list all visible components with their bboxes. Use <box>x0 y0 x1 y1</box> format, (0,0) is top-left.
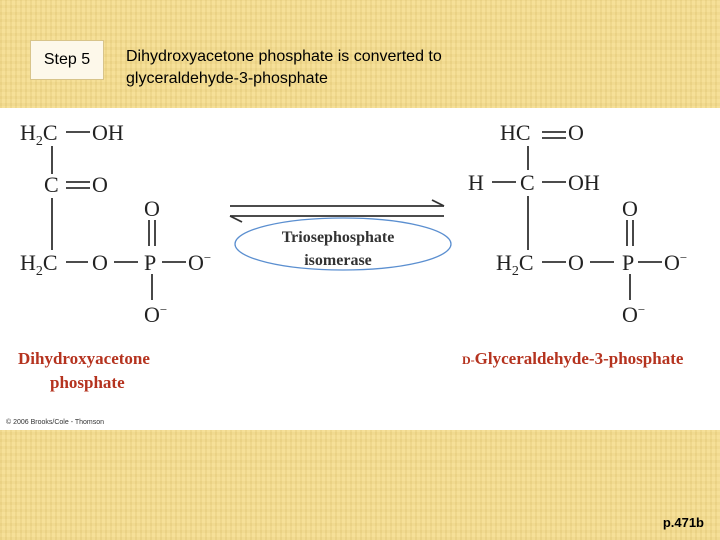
atom-o-aldehyde: O <box>568 120 584 145</box>
atom-o-top-right: O <box>622 196 638 221</box>
atom-o-ester-right: O <box>568 250 584 275</box>
atom-o-minus-right-left: O− <box>188 250 212 275</box>
atom-o-minus-bottom-left: O− <box>144 302 168 327</box>
atom-oh-left: OH <box>92 120 124 145</box>
atom-o-top-left: O <box>144 196 160 221</box>
reaction-figure <box>0 108 720 430</box>
enzyme-name-line-1: Triosephosphate <box>281 229 395 246</box>
page-reference: p.471b <box>662 515 704 530</box>
title-line-1: Dihydroxyacetone phosphate is converted to <box>126 48 442 65</box>
atom-p-left: P <box>144 250 157 275</box>
atom-c-carbonyl: C <box>44 172 59 197</box>
atom-o-minus-bottom-right: O− <box>622 302 646 327</box>
title-line-2: glyceraldehyde-3-phosphate <box>126 70 328 87</box>
atom-o-minus-right-right: O− <box>664 250 688 275</box>
compound-name-left-line-2: phosphate <box>50 373 125 392</box>
atom-p-right: P <box>622 250 635 275</box>
compound-name-right: D-Glyceraldehyde-3-phosphate <box>462 349 684 368</box>
slide-title <box>126 46 546 90</box>
compound-name-left-line-1: Dihydroxyacetone <box>18 349 150 368</box>
atom-h2c-right: $H_2C$ <box>496 250 534 279</box>
copyright-notice: © 2006 Brooks/Cole - Thomson <box>6 419 105 426</box>
atom-hc-aldehyde: HC <box>500 120 531 145</box>
atom-c-central-right: C <box>520 170 535 195</box>
atom-o-ester-left: O <box>92 250 108 275</box>
enzyme-name-line-2: isomerase <box>304 252 372 269</box>
step-label: Step 5 <box>30 40 104 80</box>
atom-o-carbonyl: O <box>92 172 108 197</box>
atom-oh-right: OH <box>568 170 600 195</box>
atom-h-right: H <box>468 170 484 195</box>
atom-h2c-top: $H_2C$ <box>20 120 58 149</box>
atom-h2c-bottom: $H_2C$ <box>20 250 58 279</box>
reaction-diagram <box>0 108 720 430</box>
